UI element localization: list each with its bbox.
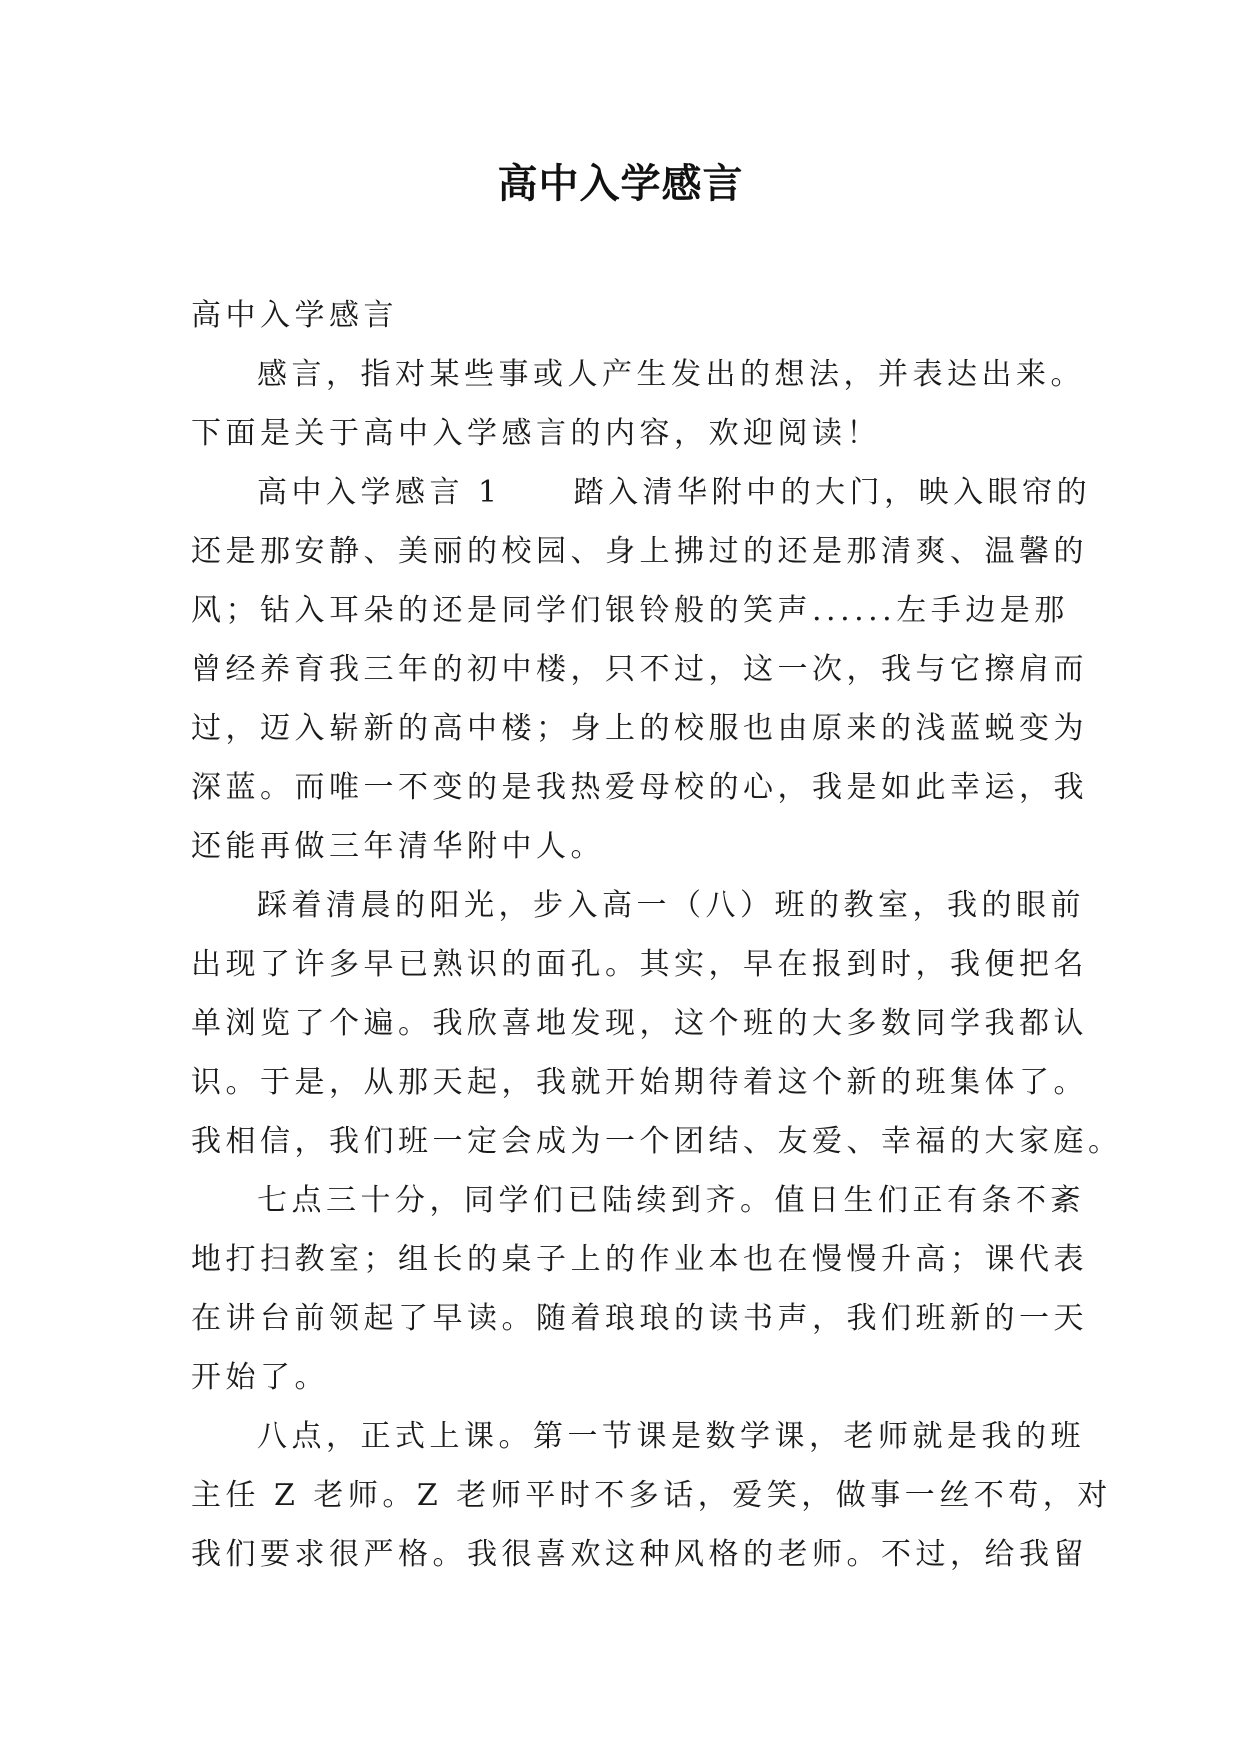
paragraph-line: 识。于是，从那天起，我就开始期待着这个新的班集体了。 [191, 1065, 1088, 1100]
paragraph-line: 曾经养育我三年的初中楼，只不过，这一次，我与它擦肩而 [191, 652, 1088, 687]
paragraph-line: 单浏览了个遍。我欣喜地发现，这个班的大多数同学我都认 [191, 1006, 1088, 1041]
paragraph-line: 开始了。 [191, 1360, 329, 1395]
section-1-first-line [191, 463, 1092, 522]
paragraph-line: 八点，正式上课。第一节课是数学课，老师就是我的班 [257, 1419, 1085, 1454]
paragraph-line: 出现了许多早已熟识的面孔。其实，早在报到时，我便把名 [191, 947, 1088, 982]
paragraph-line: 过，迈入崭新的高中楼；身上的校服也由原来的浅蓝蜕变为 [191, 711, 1088, 746]
paragraph-line: 在讲台前领起了早读。随着琅琅的读书声，我们班新的一天 [191, 1301, 1088, 1336]
document-body [191, 286, 1123, 1584]
document-title: 高中入学感言 [497, 160, 744, 207]
paragraph-line: 踩着清晨的阳光，步入高一（八）班的教室，我的眼前 [257, 888, 1085, 923]
paragraph-line: 还能再做三年清华附中人。 [191, 829, 605, 864]
paragraph-line: 七点三十分，同学们已陆续到齐。值日生们正有条不紊 [257, 1183, 1085, 1218]
paragraph-line: 还是那安静、美丽的校园、身上拂过的还是那清爽、温馨的 [191, 534, 1088, 569]
intro-line: 感言，指对某些事或人产生发出的想法，并表达出来。 [257, 357, 1085, 392]
paragraph-line: 我相信，我们班一定会成为一个团结、友爱、幸福的大家庭。 [191, 1124, 1123, 1159]
paragraph-line: 深蓝。而唯一不变的是我热爱母校的心，我是如此幸运，我 [191, 770, 1088, 805]
paragraph-line: 地打扫教室；组长的桌子上的作业本也在慢慢升高；课代表 [191, 1242, 1088, 1277]
intro-line: 下面是关于高中入学感言的内容，欢迎阅读！ [191, 416, 881, 451]
section-1-text: 踏入清华附中的大门，映入眼帘的 [573, 475, 1092, 510]
paragraph-line: 我们要求很严格。我很喜欢这种风格的老师。不过，给我留 [191, 1537, 1088, 1572]
section-1-heading: 高中入学感言 1 [257, 475, 502, 510]
paragraph-line: 主任 Z 老师。Z 老师平时不多话，爱笑，做事一丝不苟，对 [191, 1478, 1112, 1513]
subtitle-line: 高中入学感言 [191, 298, 398, 333]
paragraph-line: 风；钻入耳朵的还是同学们银铃般的笑声......左手边是那 [191, 593, 1069, 628]
